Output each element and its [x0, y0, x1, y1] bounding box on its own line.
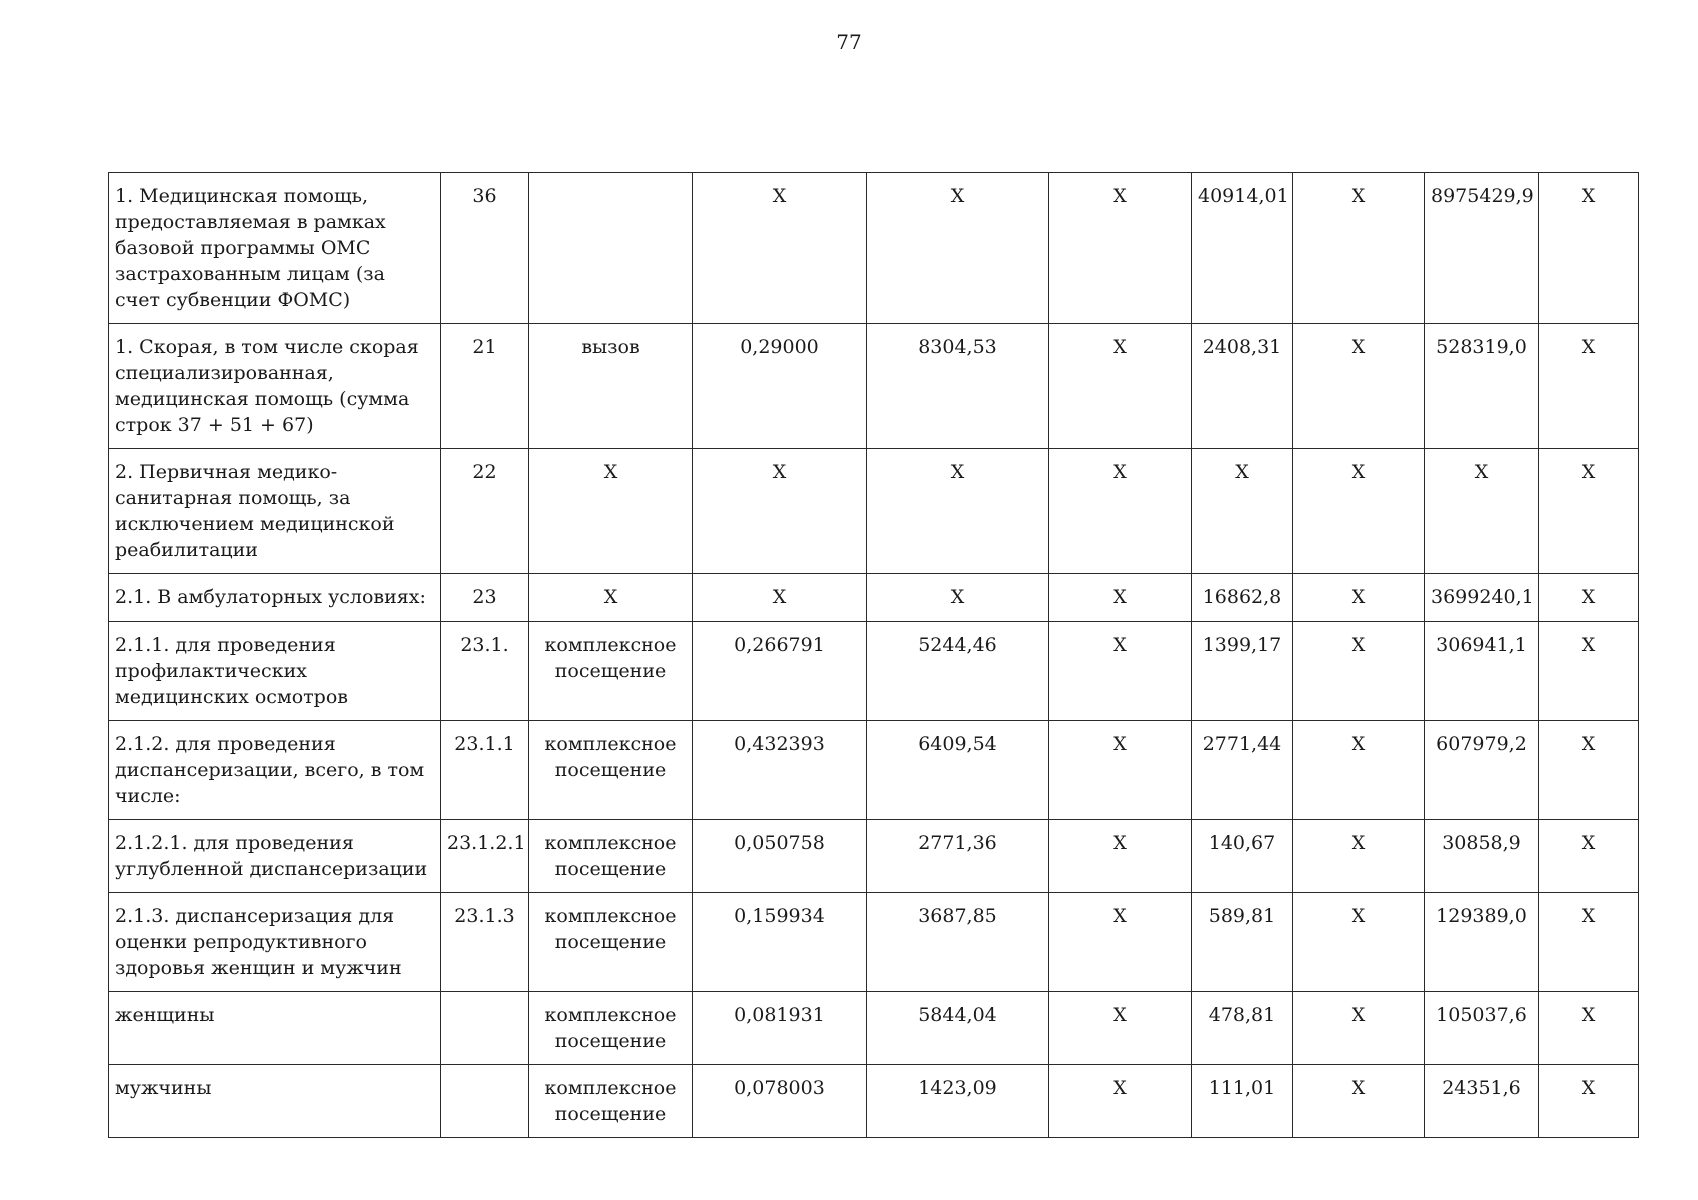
value-cell: 2771,44: [1192, 721, 1293, 820]
value-cell: X: [1539, 721, 1639, 820]
line-number-cell: [441, 992, 529, 1065]
unit-cell: комплексное посещение: [529, 1065, 693, 1138]
data-table: [108, 172, 1639, 1138]
norm-cell: X: [693, 173, 867, 324]
row-name-cell: мужчины: [109, 1065, 441, 1138]
cost-cell: 5244,46: [867, 622, 1049, 721]
norm-cell: 0,050758: [693, 820, 867, 893]
value-cell: X: [1293, 449, 1425, 574]
cost-cell: 8304,53: [867, 324, 1049, 449]
line-number-cell: 23.1.3: [441, 893, 529, 992]
table-row: [109, 449, 1639, 574]
table-row: [109, 992, 1639, 1065]
value-cell: X: [1049, 820, 1192, 893]
value-cell: 1399,17: [1192, 622, 1293, 721]
value-cell: X: [1293, 173, 1425, 324]
row-name-cell: 2.1.2.1. для проведения углубленной диспансеризации: [109, 820, 441, 893]
norm-cell: 0,159934: [693, 893, 867, 992]
line-number-cell: 36: [441, 173, 529, 324]
value-cell: X: [1293, 622, 1425, 721]
value-cell: X: [1539, 173, 1639, 324]
norm-cell: X: [693, 574, 867, 622]
value-cell: 3699240,1: [1425, 574, 1539, 622]
value-cell: 16862,8: [1192, 574, 1293, 622]
value-cell: X: [1539, 324, 1639, 449]
row-name-cell: 2.1. В амбулаторных условиях:: [109, 574, 441, 622]
value-cell: 105037,6: [1425, 992, 1539, 1065]
value-cell: X: [1293, 992, 1425, 1065]
norm-cell: 0,081931: [693, 992, 867, 1065]
value-cell: X: [1539, 449, 1639, 574]
value-cell: X: [1049, 173, 1192, 324]
table-row: [109, 820, 1639, 893]
norm-cell: 0,078003: [693, 1065, 867, 1138]
value-cell: 140,67: [1192, 820, 1293, 893]
value-cell: 30858,9: [1425, 820, 1539, 893]
table-row: [109, 324, 1639, 449]
value-cell: 528319,0: [1425, 324, 1539, 449]
unit-cell: комплексное посещение: [529, 820, 693, 893]
unit-cell: [529, 173, 693, 324]
line-number-cell: 23.1.2.1: [441, 820, 529, 893]
value-cell: 306941,1: [1425, 622, 1539, 721]
line-number-cell: 23.1.: [441, 622, 529, 721]
unit-cell: X: [529, 574, 693, 622]
value-cell: X: [1539, 622, 1639, 721]
row-name-cell: 1. Медицинская помощь, предоставляемая в рамках базовой программы ОМС застрахованным лицам (за счет субвенции ФОМС): [109, 173, 441, 324]
value-cell: X: [1293, 721, 1425, 820]
cost-cell: X: [867, 173, 1049, 324]
cost-cell: X: [867, 574, 1049, 622]
line-number-cell: 23: [441, 574, 529, 622]
line-number-cell: 22: [441, 449, 529, 574]
unit-cell: комплексное посещение: [529, 622, 693, 721]
value-cell: X: [1049, 574, 1192, 622]
value-cell: X: [1293, 893, 1425, 992]
cost-cell: 5844,04: [867, 992, 1049, 1065]
value-cell: X: [1293, 324, 1425, 449]
cost-cell: 6409,54: [867, 721, 1049, 820]
cost-cell: 1423,09: [867, 1065, 1049, 1138]
value-cell: X: [1049, 449, 1192, 574]
value-cell: X: [1049, 721, 1192, 820]
value-cell: 478,81: [1192, 992, 1293, 1065]
row-name-cell: 2.1.2. для проведения диспансеризации, всего, в том числе:: [109, 721, 441, 820]
unit-cell: вызов: [529, 324, 693, 449]
table-row: [109, 622, 1639, 721]
value-cell: X: [1539, 893, 1639, 992]
value-cell: X: [1539, 1065, 1639, 1138]
value-cell: X: [1049, 324, 1192, 449]
value-cell: X: [1049, 622, 1192, 721]
line-number-cell: 23.1.1: [441, 721, 529, 820]
table-row: [109, 1065, 1639, 1138]
value-cell: 24351,6: [1425, 1065, 1539, 1138]
value-cell: X: [1049, 992, 1192, 1065]
value-cell: 8975429,9: [1425, 173, 1539, 324]
row-name-cell: женщины: [109, 992, 441, 1065]
value-cell: X: [1192, 449, 1293, 574]
norm-cell: X: [693, 449, 867, 574]
value-cell: X: [1539, 574, 1639, 622]
value-cell: 589,81: [1192, 893, 1293, 992]
value-cell: X: [1539, 820, 1639, 893]
value-cell: X: [1049, 893, 1192, 992]
cost-cell: 2771,36: [867, 820, 1049, 893]
table-row: [109, 893, 1639, 992]
value-cell: X: [1049, 1065, 1192, 1138]
unit-cell: комплексное посещение: [529, 992, 693, 1065]
cost-cell: 3687,85: [867, 893, 1049, 992]
unit-cell: комплексное посещение: [529, 721, 693, 820]
value-cell: 2408,31: [1192, 324, 1293, 449]
table-row: [109, 721, 1639, 820]
page-number: 77: [836, 30, 862, 54]
line-number-cell: 21: [441, 324, 529, 449]
value-cell: 40914,01: [1192, 173, 1293, 324]
table-row: [109, 173, 1639, 324]
table-row: [109, 574, 1639, 622]
row-name-cell: 2.1.3. диспансеризация для оценки репродуктивного здоровья женщин и мужчин: [109, 893, 441, 992]
value-cell: X: [1293, 574, 1425, 622]
value-cell: 129389,0: [1425, 893, 1539, 992]
unit-cell: X: [529, 449, 693, 574]
value-cell: 607979,2: [1425, 721, 1539, 820]
value-cell: X: [1539, 992, 1639, 1065]
row-name-cell: 2.1.1. для проведения профилактических медицинских осмотров: [109, 622, 441, 721]
norm-cell: 0,432393: [693, 721, 867, 820]
row-name-cell: 2. Первичная медико-санитарная помощь, за исключением медицинской реабилитации: [109, 449, 441, 574]
table-body: [109, 173, 1639, 1138]
row-name-cell: 1. Скорая, в том числе скорая специализированная, медицинская помощь (сумма строк 37 + 51 + 67): [109, 324, 441, 449]
norm-cell: 0,29000: [693, 324, 867, 449]
value-cell: X: [1293, 1065, 1425, 1138]
line-number-cell: [441, 1065, 529, 1138]
value-cell: X: [1425, 449, 1539, 574]
value-cell: X: [1293, 820, 1425, 893]
norm-cell: 0,266791: [693, 622, 867, 721]
unit-cell: комплексное посещение: [529, 893, 693, 992]
value-cell: 111,01: [1192, 1065, 1293, 1138]
cost-cell: X: [867, 449, 1049, 574]
